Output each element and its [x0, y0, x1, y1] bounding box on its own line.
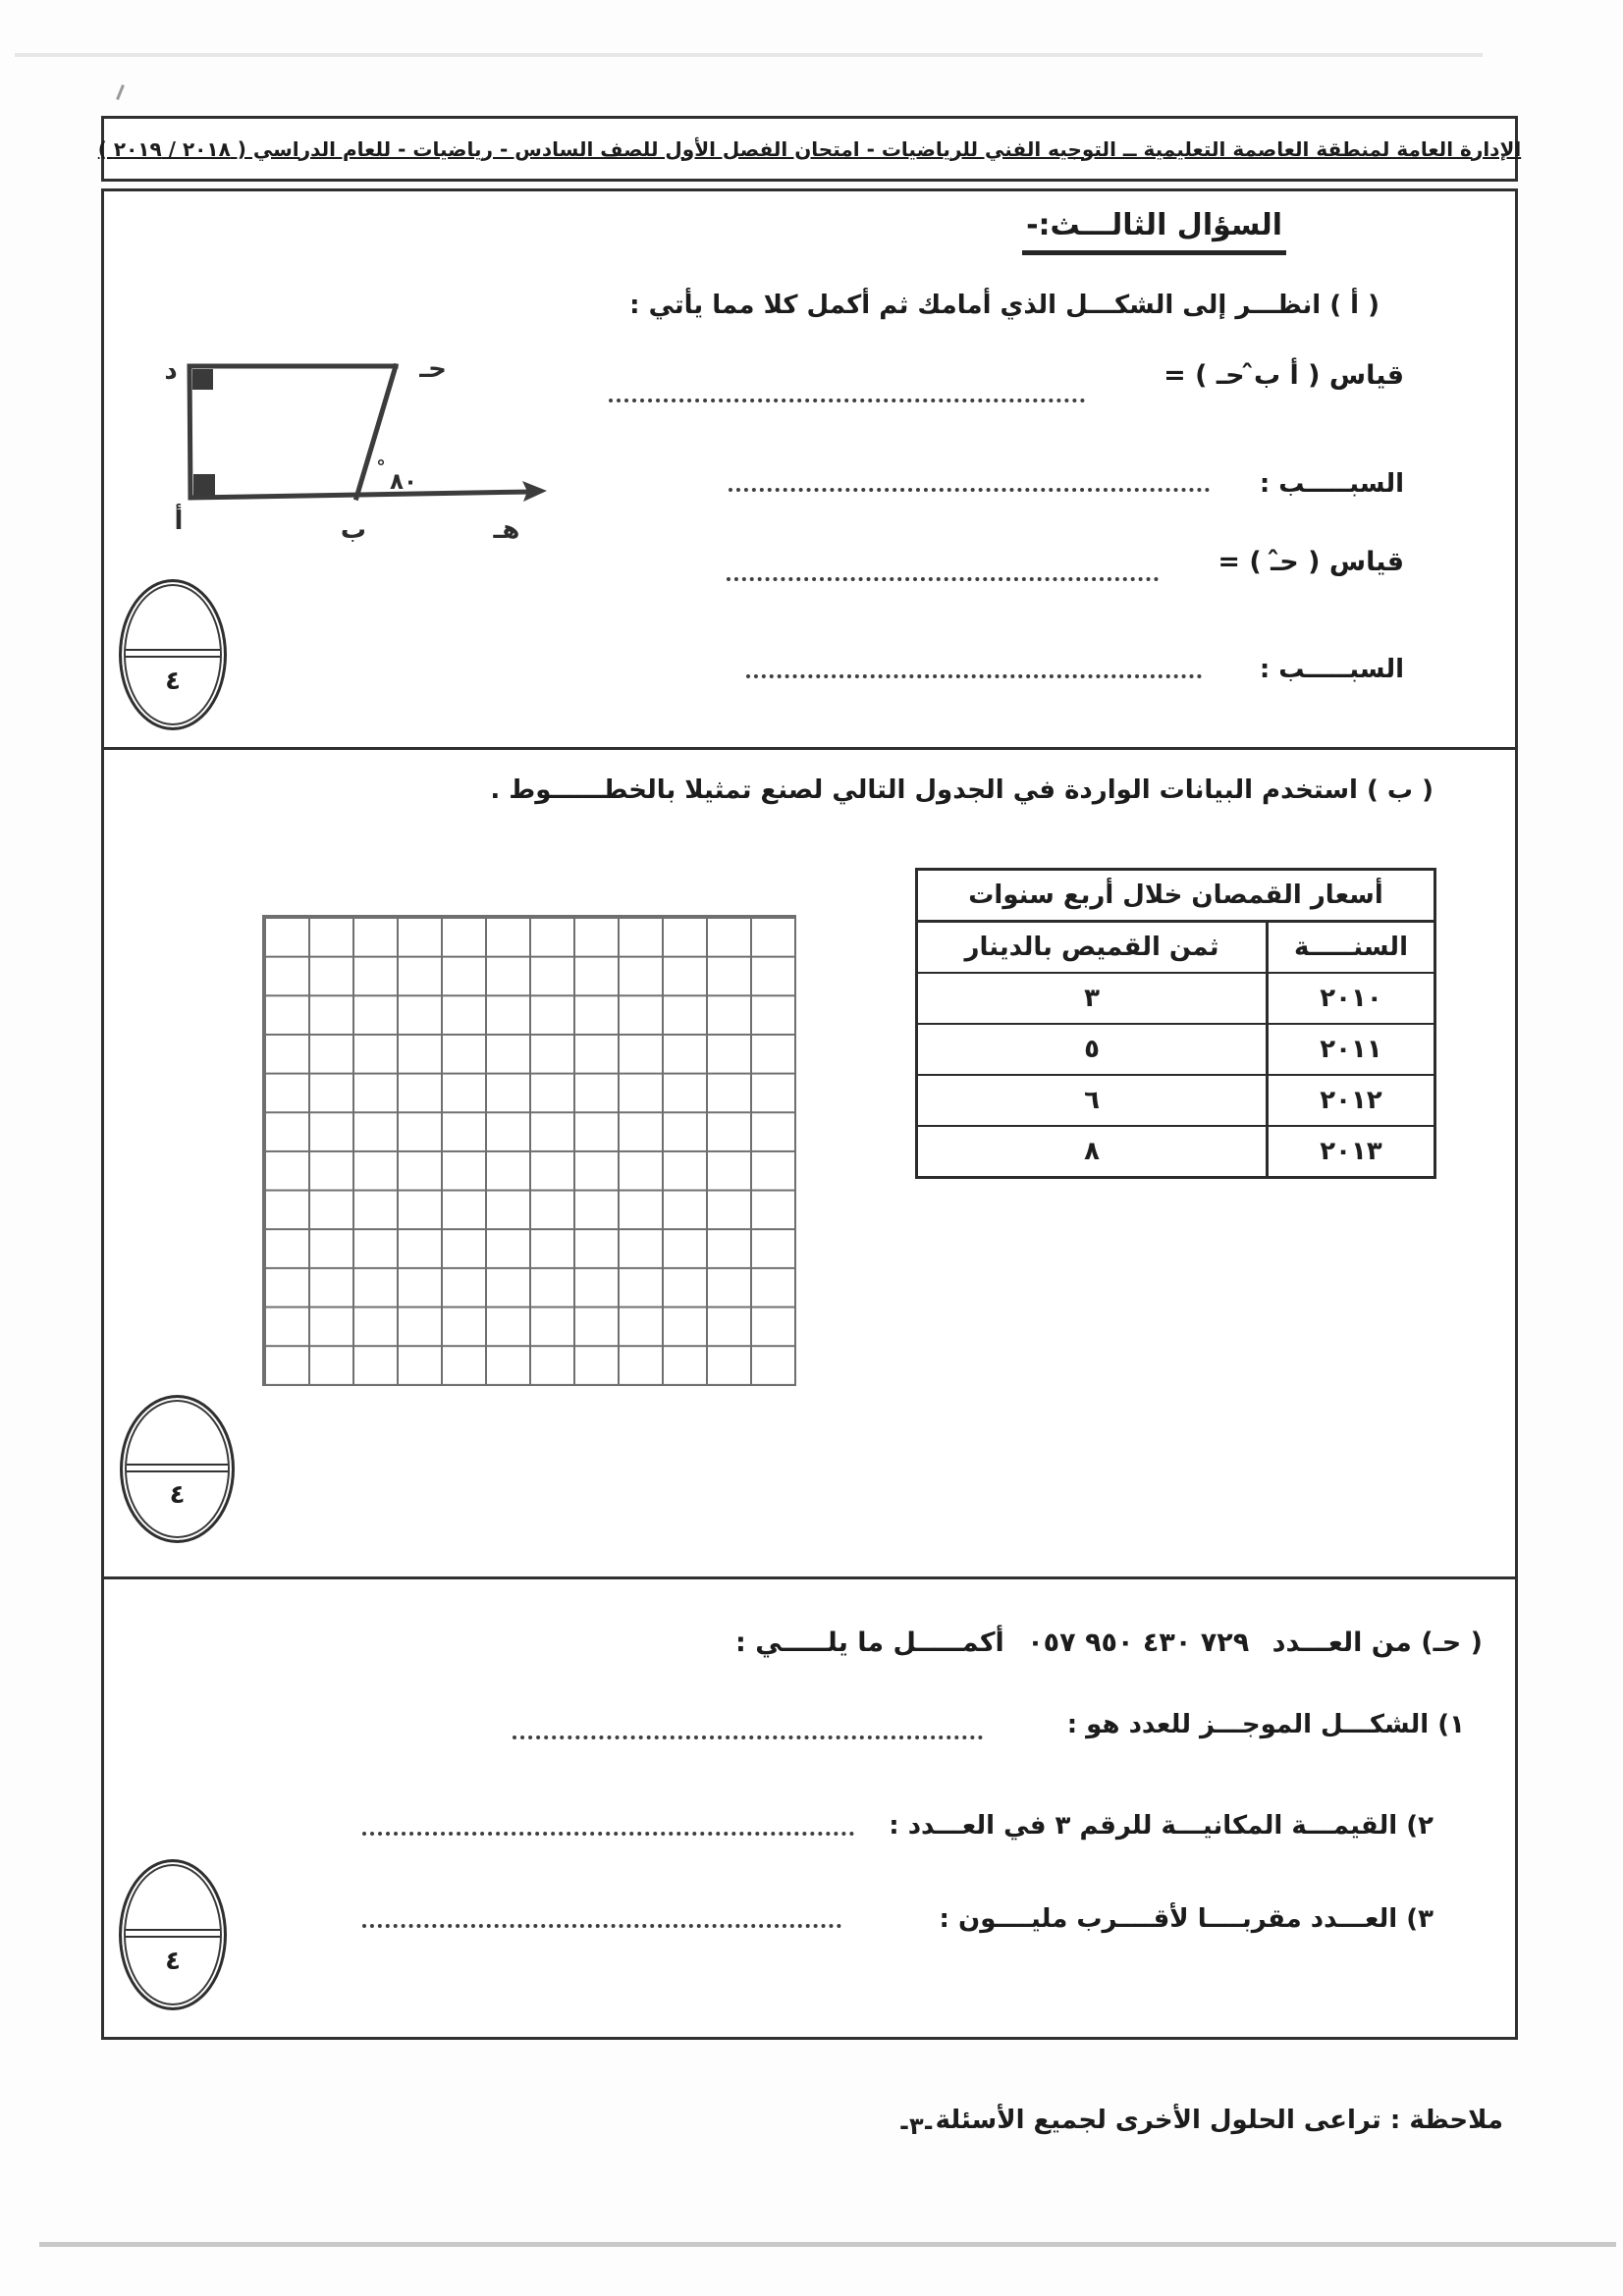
year-cell: ٢٠١٢ — [1266, 1076, 1434, 1125]
scan-artifact-mark — [116, 84, 125, 100]
mark-oval-part-c — [119, 1859, 227, 2010]
part-c-number: ٧٢٩ ٤٣٠ ٩٥٠ ٠٥٧ — [1027, 1628, 1250, 1658]
mark-value-part-a: ٤ — [165, 666, 181, 696]
table-row — [918, 1125, 1434, 1176]
table-row — [918, 972, 1434, 1023]
scan-line-bottom — [39, 2242, 1616, 2247]
mark-value-part-b: ٤ — [169, 1480, 186, 1511]
mark-value-part-c: ٤ — [165, 1946, 181, 1976]
table-row — [918, 1074, 1434, 1125]
year-cell: ٢٠١٣ — [1266, 1127, 1434, 1176]
part-c-intro-prefix: ( حـ) من العـــدد — [1271, 1628, 1483, 1658]
year-cell: ٢٠١١ — [1266, 1025, 1434, 1074]
answer-blank-short-form — [513, 1722, 983, 1739]
price-cell: ٦ — [1084, 1086, 1100, 1115]
table-row — [918, 1023, 1434, 1074]
section-c-box — [101, 1576, 1518, 2040]
price-cell: ٣ — [1084, 984, 1100, 1013]
mark-oval-part-b — [120, 1395, 235, 1543]
mark-oval-divider — [126, 649, 220, 658]
section-a-box — [101, 188, 1518, 750]
mark-oval-divider — [126, 1929, 220, 1938]
answer-blank-rounding — [362, 1910, 841, 1928]
answer-blank-reason-2 — [746, 661, 1202, 678]
page-number: -٣- — [899, 2112, 934, 2140]
scan-line-top — [15, 53, 1483, 57]
footer-note: ملاحظة : تراعى الحلول الأخرى لجميع الأسئلة — [935, 2106, 1503, 2135]
figure-left-side — [189, 366, 190, 498]
answer-blank-reason-1 — [729, 474, 1210, 492]
figure-base-ray — [190, 492, 530, 498]
table-header-row — [918, 923, 1434, 972]
price-cell: ٥ — [1084, 1035, 1100, 1064]
exam-header-text: الإدارة العامة لمنطقة العاصمة التعليمية ــ التوجيه الفني للرياضيات - امتحان الفصل الأول للصف السادس - رياضيات - للعام الدراسي ( ٢٠١٨ / ٢٠١٩ ) — [97, 136, 1522, 161]
geometry-figure — [157, 334, 609, 550]
vertex-label-dal: د — [164, 356, 178, 386]
mark-oval-divider — [127, 1464, 228, 1472]
prices-table — [915, 868, 1436, 1179]
part-a-intro: ( أ ) انظـــر إلى الشكـــل الذي أمامك ثم أكمل كلا مما يأتي : — [629, 291, 1380, 320]
vertex-label-bah: ب — [340, 515, 367, 545]
reason-1-label: السبـــــب : — [1259, 469, 1404, 499]
answer-blank-measure-c — [727, 563, 1159, 581]
ray-label-hah-end: هـ — [493, 515, 520, 545]
price-cell: ٨ — [1084, 1137, 1100, 1166]
graph-grid — [262, 915, 796, 1386]
table-header-price: ثمن القميص بالدينار — [964, 933, 1219, 962]
part-c-intro-suffix: أكمـــــل ما يلـــــي : — [735, 1628, 1004, 1658]
vertex-label-hah: حـ — [419, 354, 447, 384]
degree-symbol: ° — [376, 456, 386, 478]
year-cell: ٢٠١٠ — [1266, 974, 1434, 1023]
subquestion-3-label: ٣) العـــدد مقربــــا لأقــــرب مليــــون : — [939, 1904, 1434, 1934]
table-title: أسعار القمصان خلال أربع سنوات — [918, 871, 1434, 923]
section-b-box — [101, 747, 1518, 1579]
reason-2-label: السبـــــب : — [1259, 655, 1404, 684]
part-c-intro — [735, 1628, 1483, 1658]
answer-blank-place-value — [362, 1818, 854, 1836]
mark-oval-part-a — [119, 579, 227, 730]
part-b-intro: ( ب ) استخدم البيانات الواردة في الجدول التالي لصنع تمثيلا بالخطــــــوط . — [490, 775, 1434, 805]
measure-c-label: قياس ( ح̂ـ ) = — [1217, 547, 1404, 577]
subquestion-2-label: ٢) القيمـــة المكانيـــة للرقم ٣ في العـــدد : — [889, 1811, 1434, 1841]
right-angle-mark-bottom — [193, 474, 215, 496]
subquestion-1-label: ١) الشكـــل الموجـــز للعدد هو : — [1066, 1710, 1465, 1739]
exam-header-box — [97, 116, 1522, 182]
angle-value-label: ٨٠ — [389, 469, 418, 495]
table-header-year: السنـــــة — [1266, 923, 1434, 972]
right-angle-mark-top — [192, 369, 213, 390]
vertex-label-alif: أ — [174, 507, 184, 536]
question-title: السؤال الثالـــث:- — [1022, 208, 1286, 255]
measure-abc-label: قياس ( أ ب̂ حـ ) = — [1163, 360, 1404, 391]
answer-blank-measure-abc — [609, 385, 1085, 402]
